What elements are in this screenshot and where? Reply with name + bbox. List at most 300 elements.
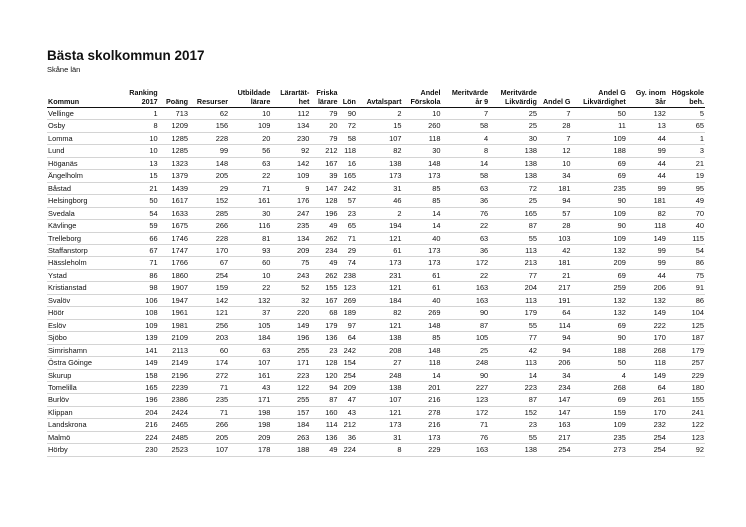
value-cell: 222 bbox=[653, 320, 666, 330]
value-cell: 148 bbox=[428, 158, 441, 168]
value-cell: 132 bbox=[613, 308, 626, 318]
column-header-line: Förskola bbox=[410, 96, 441, 106]
value-cell: 47 bbox=[347, 395, 356, 405]
column-header-line: Ranking bbox=[129, 88, 158, 97]
value-cell: 3 bbox=[699, 146, 704, 156]
value-cell: 173 bbox=[389, 171, 402, 181]
report-sheet bbox=[47, 48, 705, 457]
value-cell: 58 bbox=[479, 121, 489, 131]
value-cell: 75 bbox=[695, 270, 704, 280]
value-cell: 54 bbox=[695, 245, 704, 255]
column-header-line: Gy. inom bbox=[635, 88, 666, 97]
value-cell: 85 bbox=[432, 196, 441, 206]
value-cell: 77 bbox=[528, 270, 537, 280]
municipality-cell: Malmö bbox=[48, 432, 71, 442]
value-cell: 132 bbox=[258, 295, 271, 305]
value-cell: 44 bbox=[657, 171, 666, 181]
value-cell: 2239 bbox=[171, 382, 188, 392]
value-cell: 2 bbox=[397, 208, 402, 218]
value-cell: 242 bbox=[343, 183, 356, 193]
value-cell: 86 bbox=[695, 258, 704, 268]
value-cell: 8 bbox=[153, 121, 158, 131]
column-header bbox=[489, 89, 538, 108]
value-cell: 23 bbox=[329, 345, 338, 355]
value-cell: 98 bbox=[149, 283, 158, 293]
value-cell: 44 bbox=[657, 270, 666, 280]
value-cell: 107 bbox=[215, 445, 229, 455]
value-cell: 2465 bbox=[171, 420, 188, 430]
value-cell: 234 bbox=[558, 382, 571, 392]
value-cell: 205 bbox=[215, 171, 229, 181]
municipality-cell: Osby bbox=[48, 121, 66, 131]
value-cell: 118 bbox=[344, 146, 356, 156]
value-cell: 85 bbox=[432, 333, 441, 343]
table-body bbox=[47, 108, 705, 457]
value-cell: 257 bbox=[691, 358, 704, 368]
value-cell: 2485 bbox=[171, 432, 188, 442]
value-cell: 138 bbox=[524, 171, 537, 181]
value-cell: 201 bbox=[428, 382, 441, 392]
value-cell: 97 bbox=[347, 320, 356, 330]
table-row bbox=[47, 332, 705, 344]
ranking-table bbox=[47, 89, 705, 457]
value-cell: 21 bbox=[562, 270, 571, 280]
municipality-cell: Höör bbox=[48, 308, 65, 318]
value-cell: 2109 bbox=[171, 333, 188, 343]
value-cell: 91 bbox=[695, 283, 704, 293]
value-cell: 187 bbox=[691, 333, 704, 343]
value-cell: 229 bbox=[428, 445, 441, 455]
value-cell: 25 bbox=[479, 345, 489, 355]
value-cell: 196 bbox=[145, 395, 158, 405]
column-header bbox=[271, 89, 310, 108]
value-cell: 167 bbox=[325, 295, 338, 305]
value-cell: 107 bbox=[258, 358, 271, 368]
value-cell: 217 bbox=[558, 432, 571, 442]
value-cell: 148 bbox=[428, 345, 441, 355]
value-cell: 28 bbox=[562, 121, 571, 131]
value-cell: 163 bbox=[475, 283, 489, 293]
value-cell: 65 bbox=[347, 221, 356, 231]
value-cell: 36 bbox=[347, 432, 356, 442]
value-cell: 109 bbox=[297, 171, 310, 181]
value-cell: 104 bbox=[691, 308, 704, 318]
value-cell: 203 bbox=[215, 333, 229, 343]
value-cell: 116 bbox=[258, 221, 271, 231]
value-cell: 87 bbox=[479, 320, 489, 330]
value-cell: 184 bbox=[258, 333, 271, 343]
value-cell: 262 bbox=[325, 270, 338, 280]
municipality-cell: Hässleholm bbox=[48, 258, 87, 268]
value-cell: 138 bbox=[524, 445, 537, 455]
value-cell: 121 bbox=[389, 320, 402, 330]
value-cell: 260 bbox=[428, 121, 441, 131]
value-cell: 173 bbox=[428, 245, 441, 255]
column-header bbox=[189, 89, 229, 108]
value-cell: 62 bbox=[219, 109, 229, 118]
value-cell: 216 bbox=[428, 420, 441, 430]
value-cell: 206 bbox=[653, 283, 666, 293]
value-cell: 64 bbox=[347, 333, 356, 343]
value-cell: 217 bbox=[558, 283, 571, 293]
value-cell: 163 bbox=[475, 295, 489, 305]
value-cell: 109 bbox=[145, 320, 158, 330]
value-cell: 63 bbox=[262, 345, 271, 355]
value-cell: 7 bbox=[566, 133, 571, 143]
value-cell: 61 bbox=[393, 245, 402, 255]
value-cell: 55 bbox=[528, 233, 537, 243]
municipality-cell: Eslöv bbox=[48, 320, 67, 330]
value-cell: 121 bbox=[389, 407, 402, 417]
value-cell: 171 bbox=[297, 358, 310, 368]
value-cell: 184 bbox=[389, 295, 402, 305]
value-cell: 113 bbox=[525, 295, 537, 305]
table-row bbox=[47, 157, 705, 169]
value-cell: 94 bbox=[562, 196, 571, 206]
value-cell: 30 bbox=[262, 208, 271, 218]
column-header bbox=[339, 89, 357, 108]
value-cell: 120 bbox=[325, 370, 338, 380]
value-cell: 121 bbox=[389, 233, 402, 243]
value-cell: 92 bbox=[695, 445, 704, 455]
value-cell: 67 bbox=[149, 245, 158, 255]
value-cell: 69 bbox=[617, 395, 626, 405]
municipality-cell: Lund bbox=[48, 146, 65, 156]
value-cell: 180 bbox=[691, 382, 704, 392]
value-cell: 94 bbox=[562, 345, 571, 355]
value-cell: 108 bbox=[145, 308, 158, 318]
column-header-line: Andel bbox=[420, 88, 441, 97]
value-cell: 69 bbox=[617, 158, 626, 168]
table-row bbox=[47, 220, 705, 232]
value-cell: 163 bbox=[558, 420, 571, 430]
value-cell: 261 bbox=[653, 395, 666, 405]
value-cell: 173 bbox=[389, 258, 402, 268]
value-cell: 31 bbox=[393, 183, 402, 193]
value-cell: 1285 bbox=[171, 133, 188, 143]
value-cell: 227 bbox=[475, 382, 489, 392]
value-cell: 82 bbox=[393, 146, 402, 156]
value-cell: 12 bbox=[562, 146, 571, 156]
table-row bbox=[47, 132, 705, 144]
value-cell: 55 bbox=[528, 320, 537, 330]
column-header bbox=[357, 89, 403, 108]
value-cell: 248 bbox=[475, 358, 489, 368]
value-cell: 74 bbox=[347, 258, 356, 268]
value-cell: 198 bbox=[258, 407, 271, 417]
value-cell: 1 bbox=[699, 133, 704, 143]
value-cell: 132 bbox=[613, 295, 626, 305]
value-cell: 1209 bbox=[171, 121, 188, 131]
value-cell: 235 bbox=[613, 183, 626, 193]
value-cell: 238 bbox=[343, 270, 356, 280]
value-cell: 196 bbox=[297, 333, 310, 343]
value-cell: 2424 bbox=[171, 407, 188, 417]
page-title: Bästa skolkommun 2017 bbox=[47, 48, 205, 63]
value-cell: 165 bbox=[343, 171, 356, 181]
table-row bbox=[47, 108, 705, 120]
value-cell: 82 bbox=[657, 208, 666, 218]
value-cell: 7 bbox=[566, 109, 571, 118]
value-cell: 142 bbox=[215, 295, 229, 305]
value-cell: 44 bbox=[657, 133, 666, 143]
value-cell: 49 bbox=[329, 258, 338, 268]
value-cell: 1961 bbox=[171, 308, 188, 318]
municipality-cell: Svalöv bbox=[48, 295, 71, 305]
value-cell: 196 bbox=[325, 208, 338, 218]
value-cell: 242 bbox=[343, 345, 356, 355]
value-cell: 71 bbox=[149, 258, 158, 268]
value-cell: 42 bbox=[528, 345, 537, 355]
table-row bbox=[47, 257, 705, 269]
value-cell: 122 bbox=[297, 382, 310, 392]
value-cell: 59 bbox=[149, 221, 158, 231]
value-cell: 181 bbox=[653, 196, 666, 206]
municipality-cell: Höganäs bbox=[48, 158, 78, 168]
column-header-line: lärare bbox=[250, 96, 271, 106]
column-header-line: 3år bbox=[655, 96, 666, 106]
value-cell: 25 bbox=[528, 121, 537, 131]
table-header-row bbox=[47, 89, 705, 108]
value-cell: 254 bbox=[215, 270, 229, 280]
value-cell: 1947 bbox=[171, 295, 188, 305]
value-cell: 2113 bbox=[172, 345, 188, 355]
value-cell: 1746 bbox=[171, 233, 188, 243]
value-cell: 132 bbox=[613, 245, 626, 255]
municipality-cell: Svedala bbox=[48, 208, 75, 218]
municipality-cell: Hörby bbox=[48, 445, 68, 455]
value-cell: 212 bbox=[343, 420, 356, 430]
value-cell: 208 bbox=[389, 345, 402, 355]
value-cell: 99 bbox=[657, 146, 666, 156]
value-cell: 171 bbox=[258, 395, 271, 405]
value-cell: 36 bbox=[479, 196, 489, 206]
value-cell: 235 bbox=[215, 395, 229, 405]
value-cell: 189 bbox=[343, 308, 356, 318]
value-cell: 1617 bbox=[171, 196, 188, 206]
table-row bbox=[47, 419, 705, 431]
value-cell: 230 bbox=[145, 445, 158, 455]
column-header-line: Andel G bbox=[542, 96, 571, 106]
value-cell: 188 bbox=[613, 146, 626, 156]
value-cell: 172 bbox=[475, 407, 489, 417]
municipality-cell: Klippan bbox=[48, 407, 73, 417]
value-cell: 1907 bbox=[171, 283, 188, 293]
value-cell: 209 bbox=[343, 382, 356, 392]
value-cell: 118 bbox=[428, 133, 441, 143]
column-header-line: Kommun bbox=[48, 96, 80, 106]
value-cell: 40 bbox=[432, 295, 441, 305]
value-cell: 1981 bbox=[171, 320, 188, 330]
value-cell: 10 bbox=[149, 146, 158, 156]
value-cell: 109 bbox=[258, 121, 271, 131]
value-cell: 204 bbox=[524, 283, 537, 293]
value-cell: 49 bbox=[695, 196, 704, 206]
value-cell: 158 bbox=[145, 370, 158, 380]
value-cell: 82 bbox=[393, 308, 402, 318]
value-cell: 22 bbox=[262, 283, 271, 293]
value-cell: 43 bbox=[347, 407, 356, 417]
value-cell: 174 bbox=[215, 358, 229, 368]
value-cell: 50 bbox=[617, 109, 626, 118]
value-cell: 71 bbox=[219, 407, 229, 417]
value-cell: 7 bbox=[484, 109, 489, 118]
value-cell: 63 bbox=[479, 233, 489, 243]
value-cell: 121 bbox=[389, 283, 402, 293]
value-cell: 103 bbox=[558, 233, 571, 243]
value-cell: 16 bbox=[347, 158, 356, 168]
value-cell: 121 bbox=[215, 308, 229, 318]
value-cell: 170 bbox=[653, 333, 666, 343]
value-cell: 132 bbox=[653, 109, 666, 118]
column-header-line: Likvärdighet bbox=[583, 96, 626, 106]
value-cell: 70 bbox=[695, 208, 704, 218]
column-header-line: Meritvärde bbox=[451, 88, 489, 97]
value-cell: 157 bbox=[297, 407, 310, 417]
value-cell: 109 bbox=[613, 420, 626, 430]
value-cell: 125 bbox=[691, 320, 704, 330]
municipality-cell: Sjöbo bbox=[48, 333, 67, 343]
value-cell: 220 bbox=[297, 308, 310, 318]
value-cell: 4 bbox=[621, 370, 626, 380]
value-cell: 58 bbox=[347, 133, 356, 143]
value-cell: 2196 bbox=[171, 370, 188, 380]
value-cell: 77 bbox=[528, 333, 537, 343]
value-cell: 71 bbox=[262, 183, 271, 193]
value-cell: 99 bbox=[657, 183, 666, 193]
value-cell: 109 bbox=[613, 208, 626, 218]
value-cell: 209 bbox=[613, 258, 626, 268]
value-cell: 2 bbox=[397, 109, 402, 118]
municipality-cell: Kävlinge bbox=[48, 221, 77, 231]
column-header-line: lärare bbox=[317, 96, 338, 106]
value-cell: 147 bbox=[558, 395, 571, 405]
table-row bbox=[47, 307, 705, 319]
value-cell: 14 bbox=[432, 370, 441, 380]
value-cell: 154 bbox=[343, 358, 356, 368]
value-cell: 259 bbox=[613, 283, 626, 293]
value-cell: 61 bbox=[432, 283, 441, 293]
column-header bbox=[441, 89, 489, 108]
value-cell: 27 bbox=[393, 358, 402, 368]
value-cell: 2386 bbox=[171, 395, 188, 405]
value-cell: 29 bbox=[219, 183, 229, 193]
municipality-cell: Lomma bbox=[48, 133, 73, 143]
value-cell: 132 bbox=[653, 295, 666, 305]
value-cell: 205 bbox=[215, 432, 229, 442]
value-cell: 15 bbox=[149, 171, 158, 181]
value-cell: 1860 bbox=[171, 270, 188, 280]
value-cell: 172 bbox=[475, 258, 489, 268]
column-header-line: Meritvärde bbox=[500, 88, 537, 97]
table-row bbox=[47, 344, 705, 356]
value-cell: 30 bbox=[528, 133, 537, 143]
value-cell: 61 bbox=[432, 270, 441, 280]
value-cell: 1633 bbox=[171, 208, 188, 218]
value-cell: 90 bbox=[479, 370, 489, 380]
value-cell: 90 bbox=[347, 109, 356, 118]
value-cell: 167 bbox=[325, 158, 338, 168]
value-cell: 235 bbox=[297, 221, 310, 231]
value-cell: 173 bbox=[389, 420, 402, 430]
value-cell: 243 bbox=[297, 270, 310, 280]
value-cell: 15 bbox=[393, 121, 402, 131]
value-cell: 76 bbox=[479, 432, 489, 442]
value-cell: 105 bbox=[258, 320, 271, 330]
value-cell: 90 bbox=[617, 333, 626, 343]
value-cell: 109 bbox=[613, 133, 626, 143]
value-cell: 247 bbox=[297, 208, 310, 218]
value-cell: 188 bbox=[613, 345, 626, 355]
value-cell: 118 bbox=[654, 221, 666, 231]
value-cell: 79 bbox=[329, 133, 338, 143]
value-cell: 266 bbox=[215, 221, 229, 231]
value-cell: 42 bbox=[562, 245, 571, 255]
value-cell: 1323 bbox=[171, 158, 188, 168]
value-cell: 268 bbox=[653, 345, 666, 355]
value-cell: 262 bbox=[325, 233, 338, 243]
value-cell: 266 bbox=[215, 420, 229, 430]
value-cell: 155 bbox=[325, 283, 338, 293]
value-cell: 139 bbox=[145, 333, 158, 343]
value-cell: 204 bbox=[145, 407, 158, 417]
value-cell: 30 bbox=[432, 146, 441, 156]
value-cell: 64 bbox=[657, 382, 666, 392]
value-cell: 68 bbox=[329, 308, 338, 318]
value-cell: 123 bbox=[343, 283, 356, 293]
value-cell: 118 bbox=[428, 358, 441, 368]
value-cell: 114 bbox=[325, 420, 338, 430]
value-cell: 136 bbox=[325, 333, 338, 343]
value-cell: 122 bbox=[691, 420, 704, 430]
column-header-line: Lärartät- bbox=[280, 88, 310, 97]
value-cell: 255 bbox=[297, 395, 310, 405]
column-header-line: Friska bbox=[316, 88, 338, 97]
value-cell: 235 bbox=[613, 432, 626, 442]
value-cell: 173 bbox=[428, 171, 441, 181]
value-cell: 9 bbox=[305, 183, 310, 193]
value-cell: 71 bbox=[219, 382, 229, 392]
value-cell: 36 bbox=[479, 245, 489, 255]
value-cell: 231 bbox=[389, 270, 402, 280]
value-cell: 216 bbox=[145, 420, 158, 430]
table-row bbox=[47, 394, 705, 406]
value-cell: 1 bbox=[153, 109, 158, 118]
value-cell: 181 bbox=[558, 183, 571, 193]
municipality-cell: Trelleborg bbox=[48, 233, 81, 243]
column-header-line: år 9 bbox=[475, 96, 489, 106]
value-cell: 285 bbox=[215, 208, 229, 218]
table-row bbox=[47, 369, 705, 381]
value-cell: 223 bbox=[297, 370, 310, 380]
table-row bbox=[47, 357, 705, 369]
column-header-line: Andel G bbox=[598, 88, 626, 97]
value-cell: 99 bbox=[657, 258, 666, 268]
municipality-cell: Kristianstad bbox=[48, 283, 87, 293]
value-cell: 212 bbox=[325, 146, 338, 156]
value-cell: 50 bbox=[149, 196, 158, 206]
value-cell: 95 bbox=[695, 183, 704, 193]
value-cell: 232 bbox=[653, 420, 666, 430]
value-cell: 86 bbox=[149, 270, 158, 280]
column-header-line: Avtalspart bbox=[366, 96, 402, 106]
value-cell: 159 bbox=[613, 407, 626, 417]
value-cell: 198 bbox=[258, 420, 271, 430]
municipality-cell: Burlöv bbox=[48, 395, 69, 405]
value-cell: 134 bbox=[297, 233, 310, 243]
value-cell: 10 bbox=[562, 158, 571, 168]
value-cell: 99 bbox=[219, 146, 229, 156]
